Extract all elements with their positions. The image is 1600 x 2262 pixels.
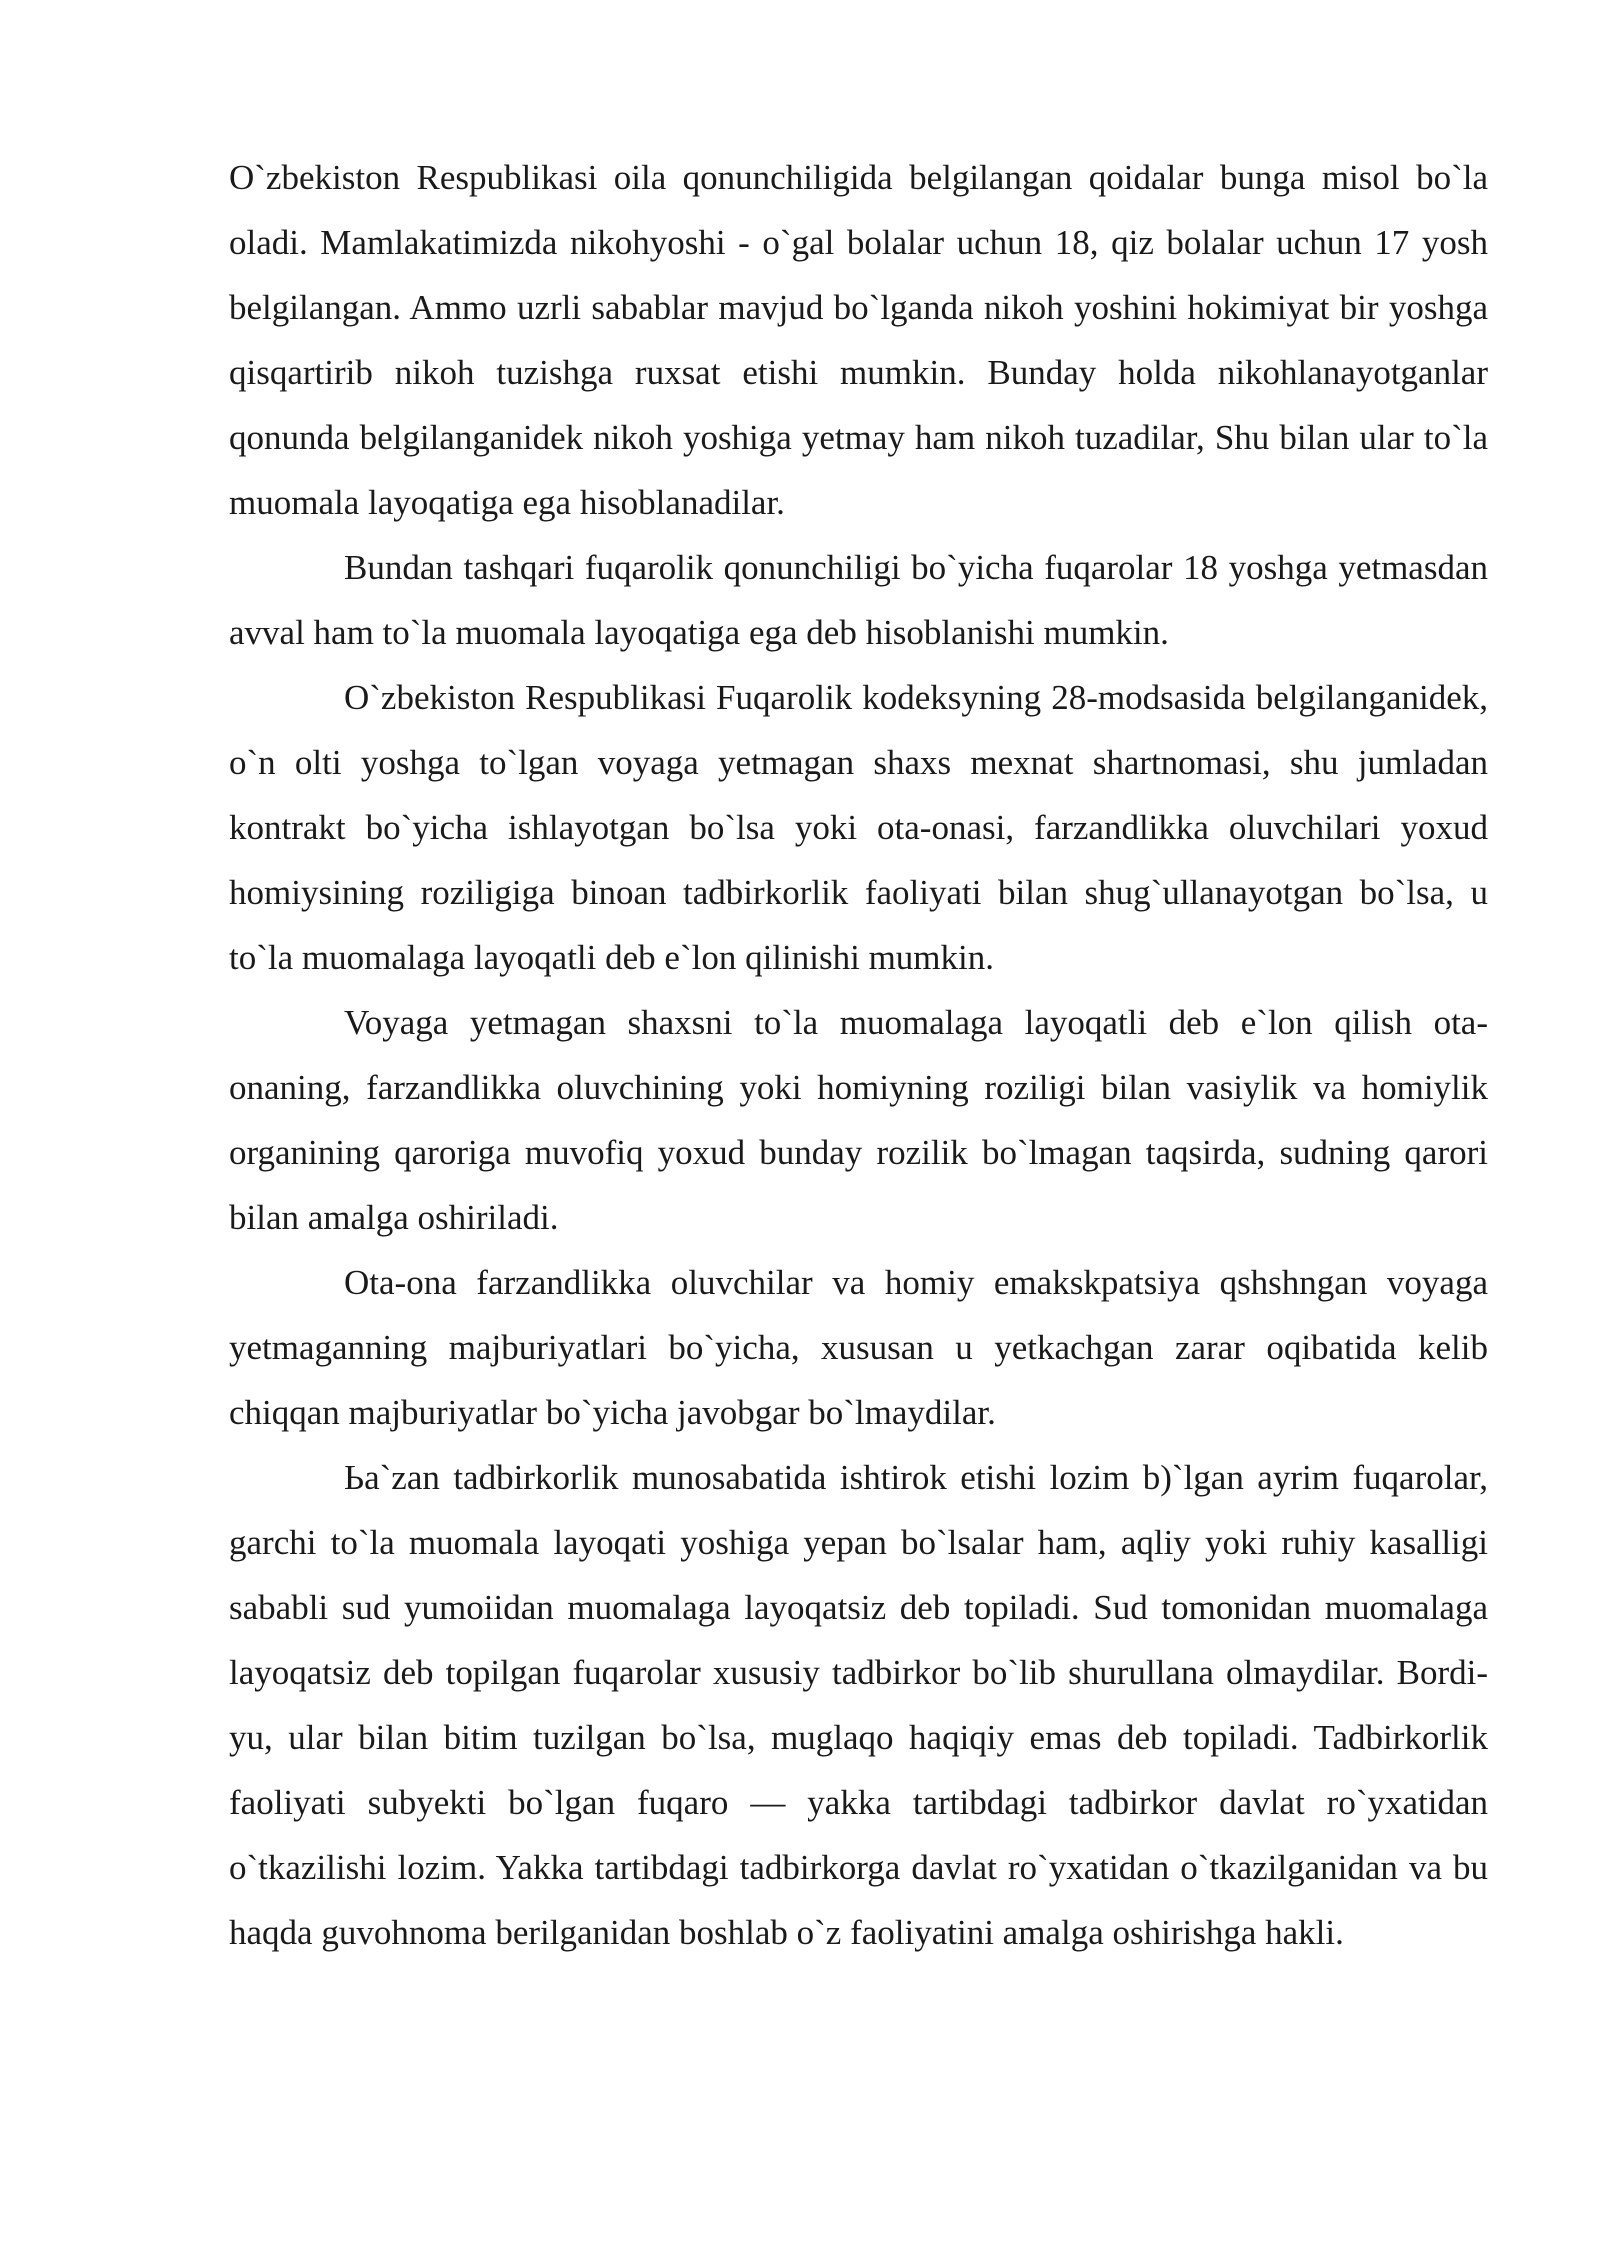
paragraph-4: Voyaga yetmagan shaxsni to`la muomalaga layoqatli deb e`lon qilish ota-onaning, farzandlikka oluvchining yoki homiyning roziligi bilan vasiylik va homiylik organining qaroriga muvofiq yoxud bunday rozilik bo`lmagan taqsirda, sudning qarori bilan amalga oshiriladi. bbox=[229, 1003, 1488, 1237]
paragraph-6: Ьa`zan tadbirkorlik munosabatida ishtirok etishi lozim b)`lgan ayrim fuqarolar, garchi to`la muomala layoqati yoshiga yepan bo`lsalar ham, aqliy yoki ruhiy kasalligi sababli sud yumoiidan muomalaga layoqatsiz deb topiladi. Sud tomonidan muomalaga layoqatsiz deb topilgan fuqarolar xususiy tadbirkor bo`lib shurullana olmaydilar. Bordi-yu, ular bilan bitim tuzilgan bo`lsa, muglaqo haqiqiy emas deb topiladi. Tadbirkorlik faoliyati subyekti bo`lgan fuqaro — yakka tartibdagi tadbirkor davlat ro`yxatidan o`tkazilishi lozim. Yakka tartibdagi tadbirkorga davlat ro`yxatidan o`tkazilganidan va bu haqda guvohnoma berilganidan boshlab o`z faoliyatini amalga oshirishga hakli. bbox=[229, 1458, 1488, 1952]
paragraph-1: O`zbekiston Respublikasi oila qonunchiligida belgilangan qoidalar bunga misol bo`la oladi. Mamlakatimizda nikohyoshi - o`gal bolalar uchun 18, qiz bolalar uchun 17 yosh belgilangan. Ammo uzrli sabablar mavjud bo`lganda nikoh yoshini hokimiyat bir yoshga qisqartirib nikoh tuzishga ruxsat etishi mumkin. Bunday holda nikohlanayotganlar qonunda belgilanganidek nikoh yoshiga yetmay ham nikoh tuzadilar, Shu bilan ular to`la muomala layoqatiga ega hisoblanadilar. bbox=[229, 158, 1488, 522]
paragraph-5: Ota-ona farzandlikka oluvchilar va homiy emakskpatsiya qshshngan voyaga yetmaganning majburiyatlari bo`yicha, xususan u yetkachgan zarar oqibatida kelib chiqqan majburiyatlar bo`yicha javobgar bo`lmaydilar. bbox=[229, 1263, 1488, 1432]
paragraph-3: O`zbekiston Respublikasi Fuqarolik kodeksyning 28-modsasida belgilanganidek, o`n olti yoshga to`lgan voyaga yetmagan shaxs mexnat shartnomasi, shu jumladan kontrakt bo`yicha ishlayotgan bo`lsa yoki ota-onasi, farzandlikka oluvchilari yoxud homiysining roziligiga binoan tadbirkorlik faoliyati bilan shug`ullanayotgan bo`lsa, u to`la muomalaga layoqatli deb e`lon qilinishi mumkin. bbox=[229, 678, 1488, 977]
document-body bbox=[229, 145, 1488, 1965]
paragraph-2: Bundan tashqari fuqarolik qonunchiligi bo`yicha fuqarolar 18 yoshga yetmasdan avval ham to`la muomala layoqatiga ega deb hisoblanishi mumkin. bbox=[229, 548, 1488, 652]
